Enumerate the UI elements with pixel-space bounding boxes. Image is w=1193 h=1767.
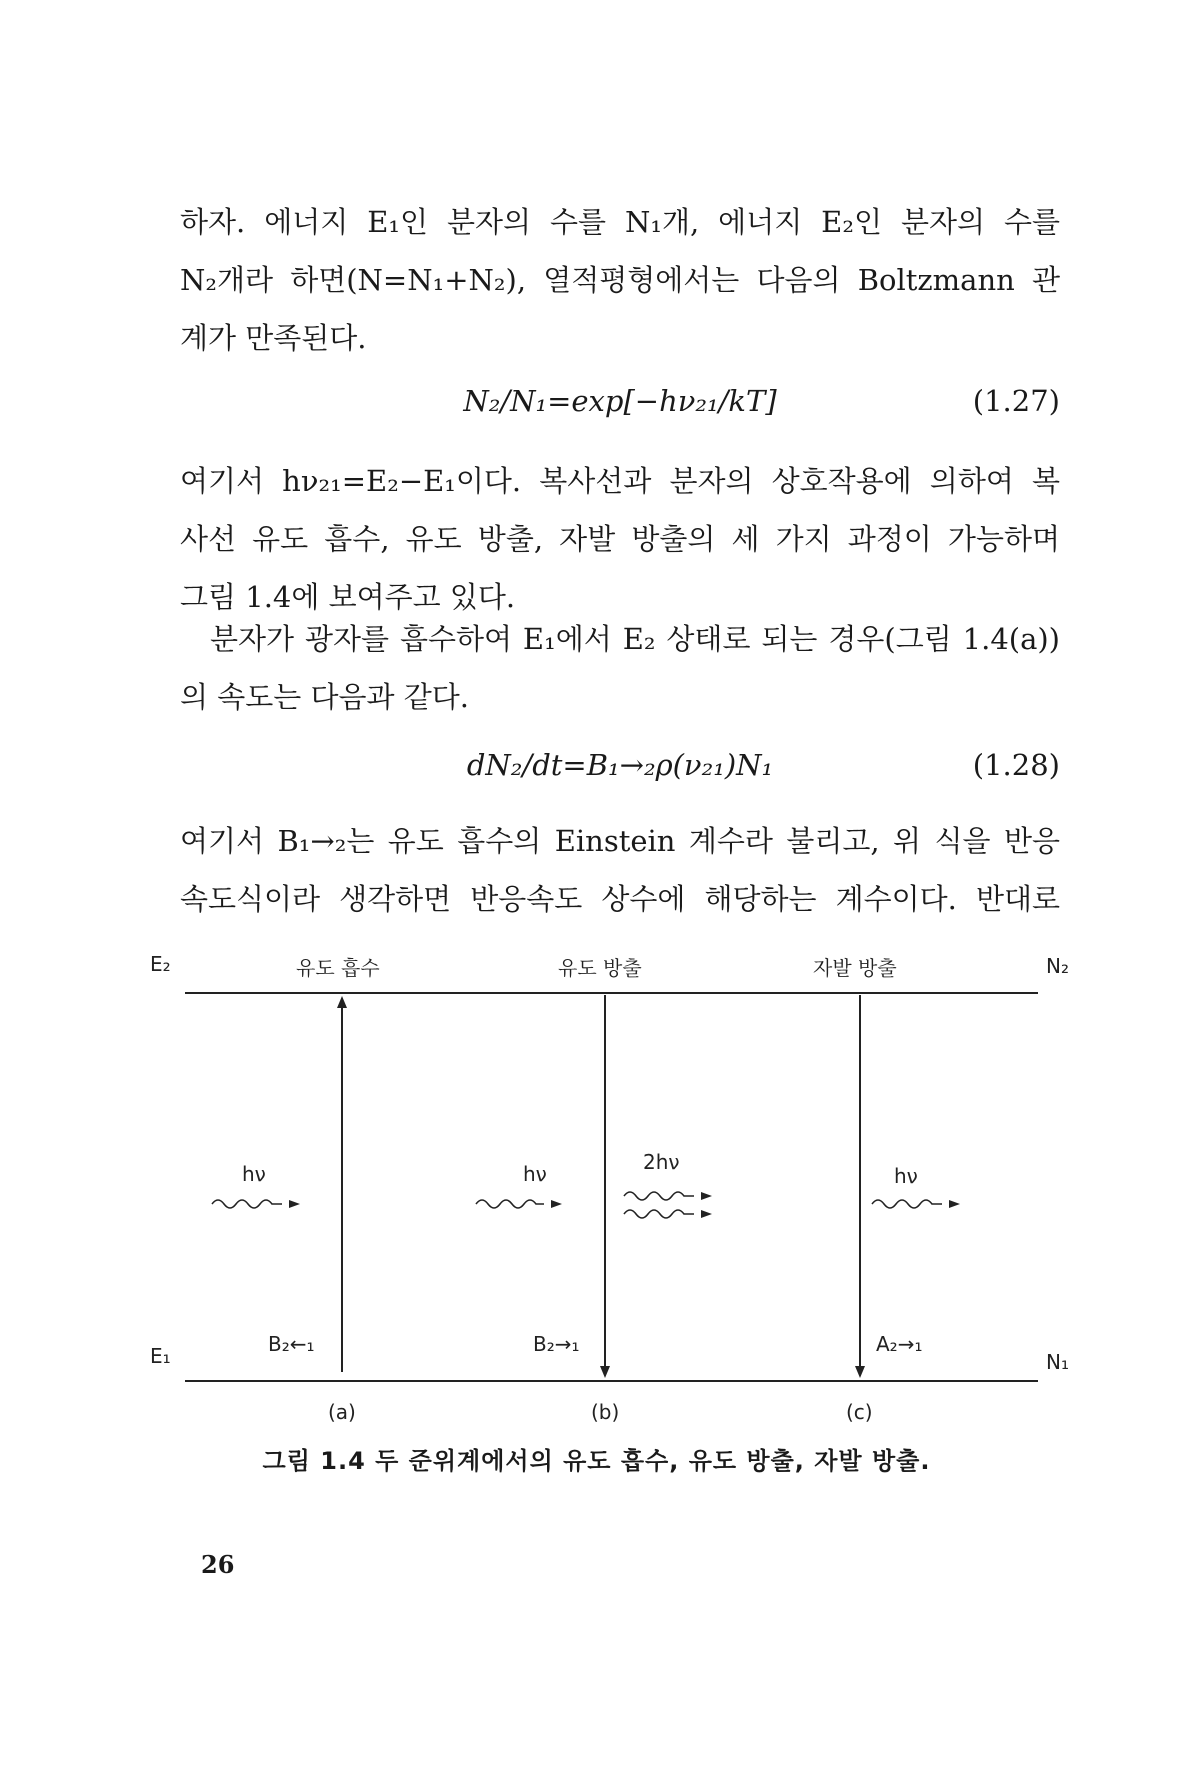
paragraph-1-line-2: N₂개라 하면(N=N₁+N₂), 열적평형에서는 다음의 Boltzmann 관	[180, 263, 1060, 297]
page-number: 26	[201, 1550, 235, 1579]
coef-a-label: B₂←₁	[268, 1332, 315, 1356]
photon-wave-c	[872, 1200, 960, 1208]
paragraph-2	[180, 452, 1060, 626]
photon-wave-a	[212, 1200, 300, 1208]
photon-b-out-label: 2hν	[643, 1150, 680, 1174]
paragraph-4-line-1: 여기서 B₁→₂는 유도 흡수의 Einstein 계수라 불리고, 위 식을 반응	[180, 824, 1060, 858]
lower-level-label: E₁	[150, 1344, 171, 1368]
photon-wave-b-in	[476, 1200, 562, 1208]
process-b-label: 유도 방출	[558, 956, 642, 980]
process-c-label: 자발 방출	[813, 956, 897, 980]
equation-1-28-formula: dN₂/dt=B₁→₂ρ(ν₂₁)N₁	[466, 748, 774, 782]
stimulated-emission-arrowhead	[600, 1366, 610, 1378]
figure-caption: 그림 1.4 두 준위계에서의 유도 흡수, 유도 방출, 자발 방출.	[262, 1447, 931, 1475]
coef-b-label: B₂→₁	[533, 1332, 580, 1356]
paragraph-2-line-2: 사선 유도 흡수, 유도 방출, 자발 방출의 세 가지 과정이 가능하며	[180, 522, 1060, 556]
paragraph-4	[180, 812, 1060, 928]
paragraph-2-line-3: 그림 1.4에 보여주고 있다.	[180, 580, 516, 614]
paragraph-2-line-1: 여기서 hν₂₁=E₂−E₁이다. 복사선과 분자의 상호작용에 의하여 복	[180, 464, 1060, 498]
photon-c-label: hν	[894, 1164, 918, 1188]
energy-level-diagram	[150, 952, 1080, 1432]
paragraph-4-line-2: 속도식이라 생각하면 반응속도 상수에 해당하는 계수이다. 반대로	[180, 882, 1060, 916]
photon-wave-b-out-2	[624, 1210, 712, 1218]
panel-b-label: (b)	[591, 1400, 620, 1424]
photon-b-in-label: hν	[523, 1162, 547, 1186]
photon-wave-b-out-1	[624, 1192, 712, 1200]
figure-1-4	[150, 952, 1080, 1472]
upper-level-label: E₂	[150, 952, 171, 976]
paragraph-3	[180, 610, 1060, 726]
process-a-label: 유도 흡수	[296, 956, 380, 980]
equation-1-27-formula: N₂/N₁=exp[−hν₂₁/kT]	[463, 384, 777, 418]
equation-1-28	[180, 748, 1060, 798]
equation-1-28-number: (1.28)	[972, 748, 1060, 782]
lower-population-label: N₁	[1046, 1350, 1069, 1374]
paragraph-1-line-1: 하자. 에너지 E₁인 분자의 수를 N₁개, 에너지 E₂인 분자의 수를	[180, 205, 1060, 239]
equation-1-27-number: (1.27)	[972, 384, 1060, 418]
absorption-arrowhead	[337, 996, 347, 1008]
spontaneous-emission-arrowhead	[855, 1366, 865, 1378]
paragraph-3-line-1: 분자가 광자를 흡수하여 E₁에서 E₂ 상태로 되는 경우(그림 1.4(a))	[210, 622, 1060, 656]
paragraph-3-line-2: 의 속도는 다음과 같다.	[180, 680, 469, 714]
coef-c-label: A₂→₁	[876, 1332, 923, 1356]
panel-c-label: (c)	[846, 1400, 873, 1424]
paragraph-1-line-3: 계가 만족된다.	[180, 321, 367, 355]
paragraph-1	[180, 193, 1060, 367]
panel-a-label: (a)	[328, 1400, 356, 1424]
upper-population-label: N₂	[1046, 954, 1069, 978]
equation-1-27	[180, 384, 1060, 434]
photon-a-label: hν	[242, 1162, 266, 1186]
